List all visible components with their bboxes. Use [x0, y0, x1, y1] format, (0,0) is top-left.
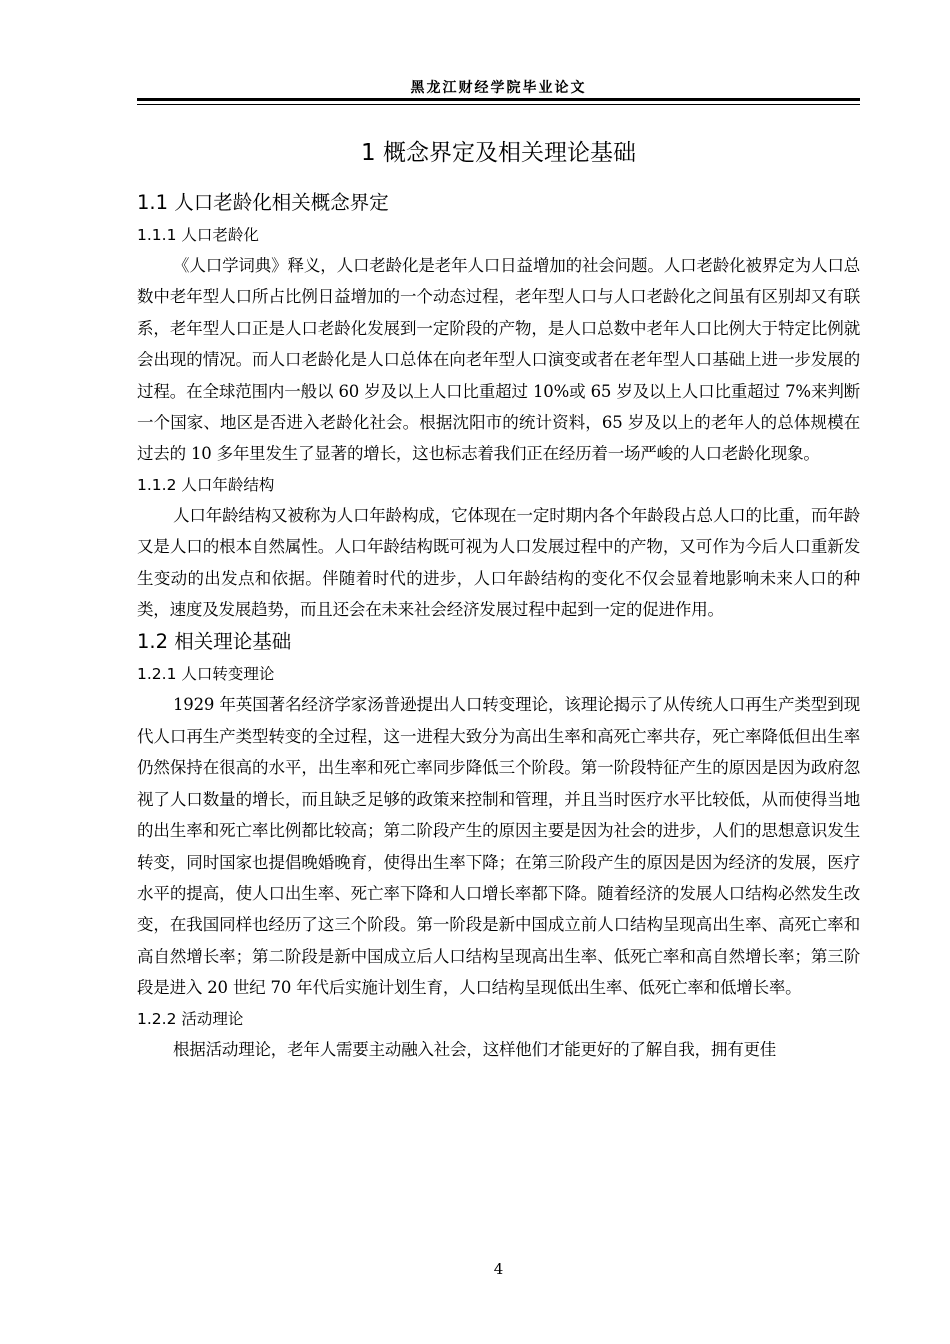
body-paragraph: 人口年龄结构又被称为人口年龄构成，它体现在一定时期内各个年龄段占总人口的比重，而年龄又是人口的根本自然属性。人口年龄结构既可视为人口发展过程中的产物，又可作为今后人口重新发生变动的出发点和依据。伴随着时代的进步，人口年龄结构的变化不仅会显着地影响未来人口的种类，速度及发展趋势，而且还会在未来社会经济发展过程中起到一定的促进作用。 — [137, 505, 860, 620]
subsection-heading: 1.1.2 人口年龄结构 — [137, 475, 275, 494]
header-rule-thin — [137, 104, 860, 105]
running-header: 黑龙江财经学院毕业论文 — [410, 80, 587, 96]
subsection-heading: 1.2.1 人口转变理论 — [137, 665, 275, 684]
header-rule-thick — [137, 98, 860, 101]
body-paragraph: 《人口学词典》释义，人口老龄化是老年人口日益增加的社会问题。人口老龄化被界定为人口总数中老年型人口所占比例日益增加的一个动态过程，老年型人口与人口老龄化之间虽有区别却又有联系，老年型人口正是人口老龄化发展到一定阶段的产物，是人口总数中老年人口比例大于特定比例就会出现的情况。而人口老龄化是人口总体在向老年型人口演变或者在老年型人口基础上进一步发展的过程。在全球范围内一般以 60 岁及以上人口比重超过 10%或 65 岁及以上人口比重超过 7%来判断一个国家、地区是否进入老龄化社会。根据沈阳市的统计资料，65 岁及以上的老年人的总体规模在过去的 10 多年里发生了显著的增长，这也标志着我们正在经历着一场严峻的人口老龄化现象。 — [137, 256, 860, 464]
body-paragraph: 根据活动理论，老年人需要主动融入社会，这样他们才能更好的了解自我，拥有更佳 — [173, 1039, 777, 1059]
body-content — [137, 186, 860, 1065]
page-number: 4 — [493, 1260, 504, 1278]
subsection-heading: 1.2.2 活动理论 — [137, 1009, 244, 1028]
section-heading: 1.1 人口老龄化相关概念界定 — [137, 191, 389, 214]
body-paragraph: 1929 年英国著名经济学家汤普逊提出人口转变理论，该理论揭示了从传统人口再生产类型到现代人口再生产类型转变的全过程，这一进程大致分为高出生率和高死亡率共存，死亡率降低但出生率仍然保持在很高的水平，出生率和死亡率同步降低三个阶段。第一阶段特征产生的原因是因为政府忽视了人口数量的增长，而且缺乏足够的政策来控制和管理，并且当时医疗水平比较低，从而使得当地的出生率和死亡率比例都比较高；第二阶段产生的原因主要是因为社会的进步，人们的思想意识发生转变，同时国家也提倡晚婚晚育，使得出生率下降；在第三阶段产生的原因是因为经济的发展，医疗水平的提高，使人口出生率、死亡率下降和人口增长率都下降。随着经济的发展人口结构必然发生改变，在我国同样也经历了这三个阶段。第一阶段是新中国成立前人口结构呈现高出生率、高死亡率和高自然增长率；第二阶段是新中国成立后人口结构呈现高出生率、低死亡率和高自然增长率；第三阶段是进入 20 世纪 70 年代后实施计划生育，人口结构呈现低出生率、低死亡率和低增长率。 — [137, 695, 860, 998]
section-heading: 1.2 相关理论基础 — [137, 630, 292, 654]
chapter-title: 1 概念界定及相关理论基础 — [361, 140, 636, 166]
document-page — [137, 0, 860, 1344]
subsection-heading: 1.1.1 人口老龄化 — [137, 226, 259, 244]
